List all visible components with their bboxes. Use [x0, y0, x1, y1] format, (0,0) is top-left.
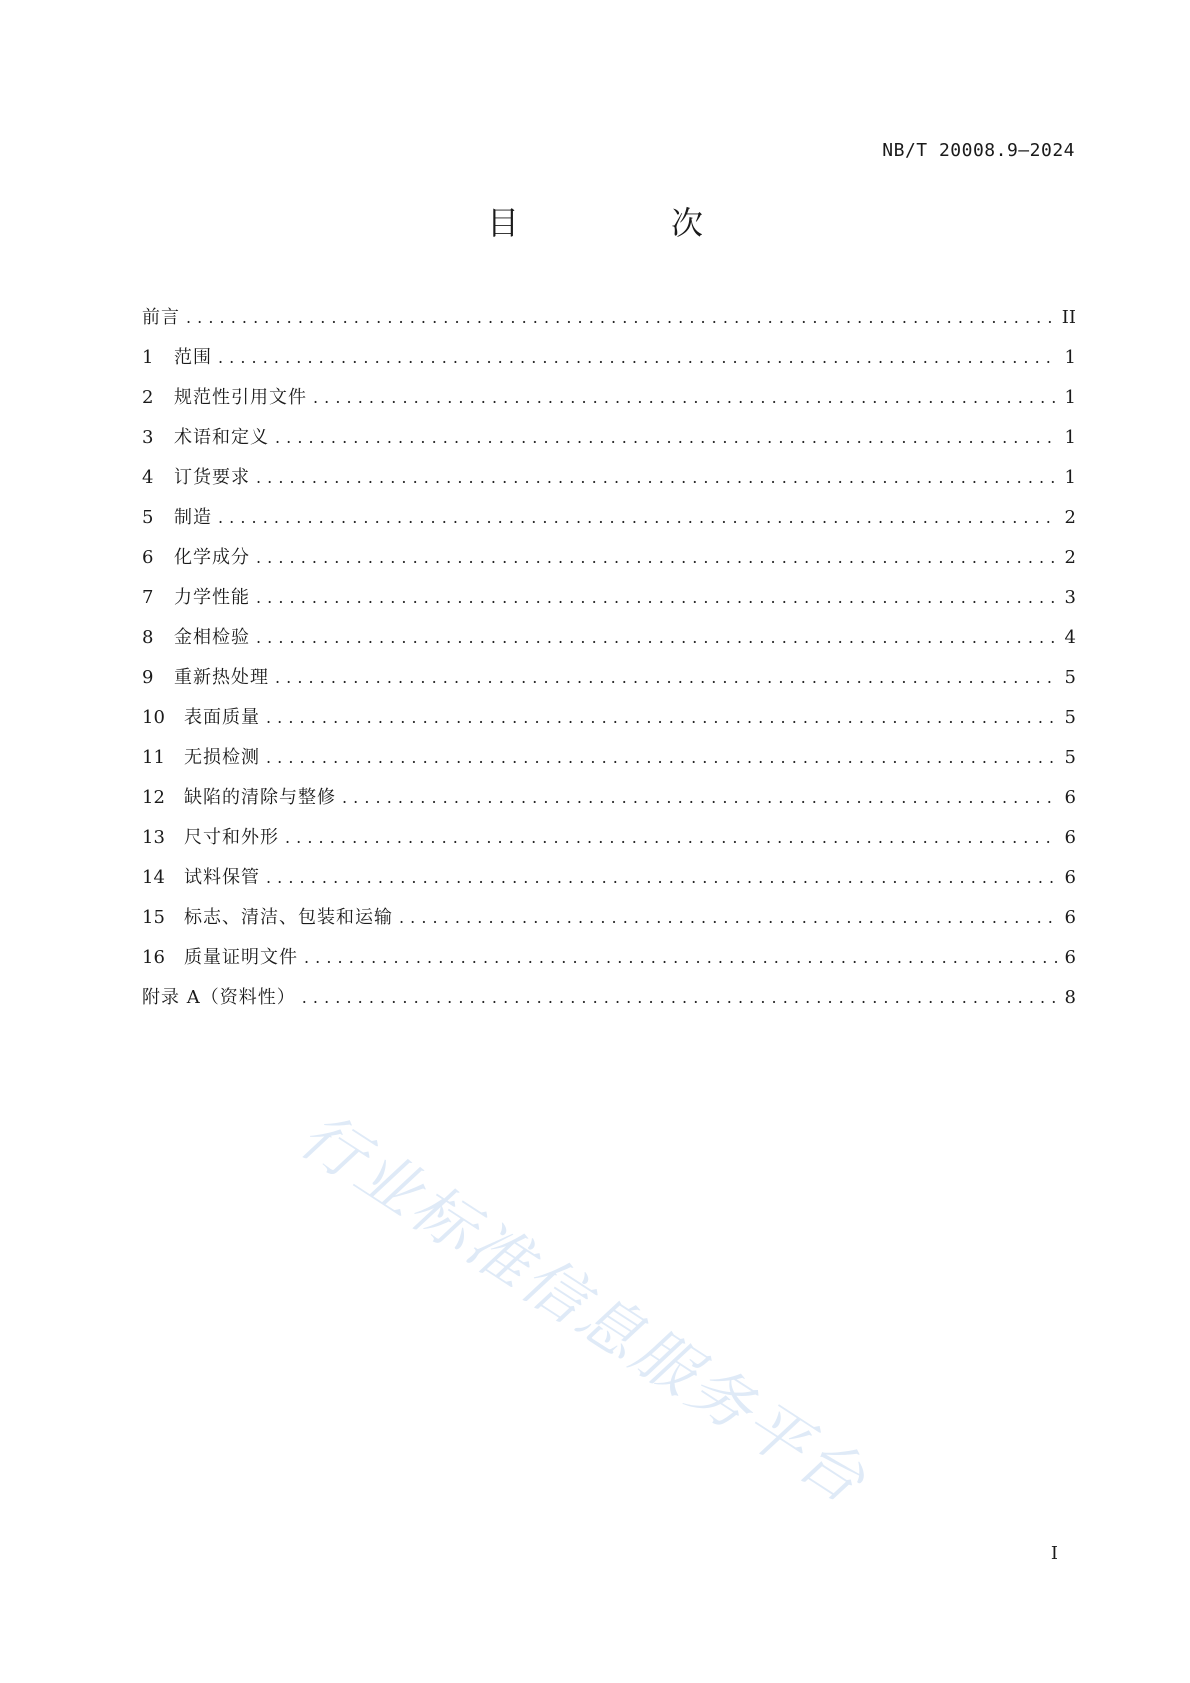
toc-entry-label: 尺寸和外形 [184, 827, 279, 848]
toc-entry-page: 6 [1064, 907, 1076, 928]
toc-leader-dots [304, 948, 1058, 967]
toc-entry-page: 2 [1064, 547, 1076, 568]
toc-entry-label: 试料保管 [184, 867, 260, 888]
toc-entry-page: 6 [1064, 947, 1076, 968]
page-number: I [1050, 1543, 1058, 1564]
toc-leader-dots [266, 868, 1058, 887]
toc-entry[interactable] [142, 743, 1076, 783]
toc-entry[interactable] [142, 663, 1076, 703]
toc-entry-label: 质量证明文件 [184, 947, 298, 968]
toc-entry[interactable] [142, 983, 1076, 1023]
toc-entry-label: 附录 A（资料性） [142, 987, 296, 1008]
standard-code: NB/T 20008.9—2024 [882, 140, 1075, 161]
toc-entry-number: 16 [142, 947, 165, 968]
toc-entry-label: 无损检测 [184, 747, 260, 768]
toc-entry-number: 15 [142, 907, 165, 928]
toc-entry-page: 3 [1064, 587, 1076, 608]
toc-entry-label: 化学成分 [174, 547, 250, 568]
toc-entry[interactable] [142, 463, 1076, 503]
toc-leader-dots [342, 788, 1058, 807]
watermark: 行业标准信息服务平台 [287, 1098, 881, 1519]
toc-entry-label: 金相检验 [174, 627, 250, 648]
toc-entry-label: 力学性能 [174, 587, 250, 608]
toc-leader-dots [256, 628, 1058, 647]
toc-entry[interactable] [142, 343, 1076, 383]
toc-entry-label: 重新热处理 [174, 667, 269, 688]
toc-entry[interactable] [142, 583, 1076, 623]
toc-entry[interactable] [142, 823, 1076, 863]
toc-leader-dots [399, 908, 1058, 927]
toc-leader-dots [218, 348, 1058, 367]
toc-entry-label: 前言 [142, 307, 180, 328]
toc-entry-label: 规范性引用文件 [174, 387, 307, 408]
toc-entry[interactable] [142, 863, 1076, 903]
toc-leader-dots [266, 708, 1058, 727]
toc-leader-dots [256, 468, 1058, 487]
toc-entry-number: 5 [142, 507, 154, 528]
toc-entry-number: 1 [142, 347, 154, 368]
toc-leader-dots [266, 748, 1058, 767]
toc-entry-label: 订货要求 [174, 467, 250, 488]
toc-leader-dots [275, 668, 1058, 687]
toc-entry-number: 8 [142, 627, 154, 648]
toc-entry[interactable] [142, 703, 1076, 743]
toc-entry[interactable] [142, 623, 1076, 663]
toc-entry[interactable] [142, 303, 1076, 343]
toc-entry[interactable] [142, 543, 1076, 583]
toc-leader-dots [256, 548, 1058, 567]
toc-entry-page: 1 [1064, 467, 1076, 488]
toc-entry-page: 6 [1064, 787, 1076, 808]
toc-entry-page: 4 [1064, 627, 1076, 648]
toc-entry-number: 9 [142, 667, 154, 688]
toc-entry-number: 4 [142, 467, 154, 488]
toc-entry-number: 13 [142, 827, 165, 848]
toc-leader-dots [302, 988, 1058, 1007]
toc-leader-dots [285, 828, 1058, 847]
toc-entry-page: 5 [1064, 747, 1076, 768]
toc-entry-number: 11 [142, 747, 165, 768]
toc-leader-dots [186, 308, 1056, 327]
toc-entry-page: 5 [1064, 667, 1076, 688]
toc-entry-label: 范围 [174, 347, 212, 368]
table-of-contents [142, 303, 1076, 1023]
toc-entry-number: 3 [142, 427, 154, 448]
toc-entry-page: 6 [1064, 827, 1076, 848]
toc-entry-number: 10 [142, 707, 165, 728]
toc-entry-label: 缺陷的清除与整修 [184, 787, 336, 808]
toc-leader-dots [256, 588, 1058, 607]
toc-entry-label: 标志、清洁、包装和运输 [184, 907, 393, 928]
toc-entry-number: 14 [142, 867, 165, 888]
toc-entry-page: 6 [1064, 867, 1076, 888]
toc-title: 目 次 [486, 204, 763, 242]
toc-entry-page: 8 [1064, 987, 1076, 1008]
toc-entry-page: 2 [1064, 507, 1076, 528]
toc-entry-label: 术语和定义 [174, 427, 269, 448]
toc-entry-page: 1 [1064, 387, 1076, 408]
toc-entry[interactable] [142, 423, 1076, 463]
toc-entry-number: 12 [142, 787, 165, 808]
toc-entry[interactable] [142, 783, 1076, 823]
toc-entry-page: 5 [1064, 707, 1076, 728]
toc-entry-number: 6 [142, 547, 154, 568]
toc-entry[interactable] [142, 943, 1076, 983]
toc-entry-number: 2 [142, 387, 154, 408]
toc-entry-page: II [1061, 307, 1076, 328]
toc-leader-dots [313, 388, 1058, 407]
toc-entry[interactable] [142, 503, 1076, 543]
toc-entry-number: 7 [142, 587, 154, 608]
toc-entry-label: 制造 [174, 507, 212, 528]
toc-leader-dots [218, 508, 1058, 527]
toc-entry-page: 1 [1064, 347, 1076, 368]
toc-leader-dots [275, 428, 1058, 447]
toc-entry-page: 1 [1064, 427, 1076, 448]
toc-entry[interactable] [142, 383, 1076, 423]
toc-entry[interactable] [142, 903, 1076, 943]
toc-entry-label: 表面质量 [184, 707, 260, 728]
